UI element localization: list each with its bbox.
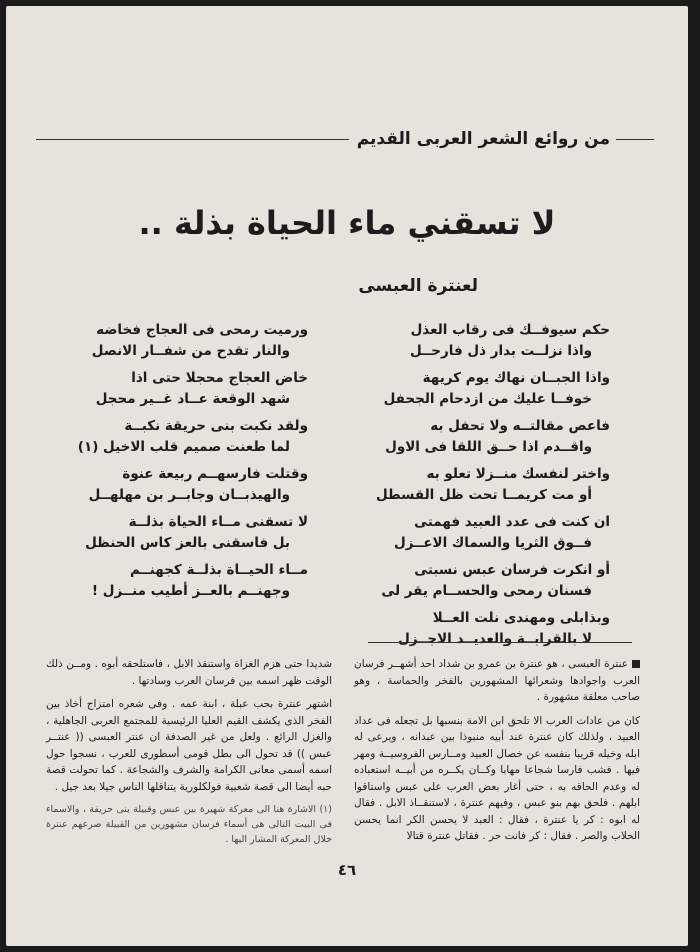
bullet-square-icon bbox=[632, 660, 640, 668]
verse: خاض العجاج محجلا حتى اذا شهد الوقعة عــاد غــير محجل bbox=[95, 370, 308, 407]
verse: وقتلت فارسهــم ربيعة عنوة والهيذبــان وجابــر بن مهلهــل bbox=[88, 466, 308, 503]
verse: واذا الجبــان نهاك يوم كريهة خوفــا عليك من ازدحام الجحفل bbox=[383, 370, 610, 407]
verse: حكم سيوفــك فى رقاب العذل واذا نزلــت بدار ذل فارحــل bbox=[409, 322, 610, 359]
prose-divider bbox=[368, 642, 632, 643]
footnote: (١) الاشارة هنا الى معركة شهيرة بين عبس وقبيلة بنى حريقة ، والاسماء فى البيت التالى هى أسماء فرسان مشهورين من القبيلة صرعهم عنترة خلال المعركة المشار اليها . bbox=[46, 804, 332, 845]
section-title: من روائع الشعر العربى القديم bbox=[356, 129, 610, 149]
header-rule-left bbox=[36, 139, 349, 140]
verse: ورميت رمحى فى العجاج فخاضه والنار تقدح من شفــار الانصل bbox=[91, 322, 308, 359]
verse: ولقد نكبت بنى حريقة نكبــة لما طعنت صميم قلب الاخيل (١) bbox=[77, 418, 308, 455]
prose-paragraph: عنترة العبسى ، هو عنترة بن عمرو بن شداد احد أشهــر فرسان العرب واجوادها وشعرائها المشهورين بالفخر والحماسة ، وهو صاحب معلقة مشهورة . bbox=[354, 658, 640, 703]
verse: ان كنت فى عدد العبيد فهمتى فــوق الثريا والسماك الاعــزل bbox=[393, 514, 610, 551]
verse: فاعص مقالتــه ولا تحفل به واقــدم اذا حــق اللقا فى الاول bbox=[385, 418, 610, 455]
prose-column-left bbox=[46, 656, 332, 847]
prose-paragraph: كان من عادات العرب الا تلحق ابن الامة بنسبها بل تجعله فى عداد العبيد ، ولذلك كان عنترة عند أبيه منبوذا بين عبدانه ، ويرعى له ابله وخيله قريبا بنفسه عن خصال العبيد ومــارس الفروسيــة ومهر فيها . فشب فارسا شجاعا مهابا وكــان يكــره من أبيــه استعباده له وعدم الحاقه به ، حتى أغار بعض العرب على عبس واستاقوا ابلهم . فلحق بهم بنو عبس ، وفيهم عنترة ، لاستنقــاذ الابل . فقال له ابوه : كر يا عنترة ، فقال : العبد لا يحسن الكر انما يحسن الحلاب والصر . فقال : كر فانت حر . فقاتل عنترة قتالا bbox=[354, 714, 640, 842]
verse: وبذابلى ومهندى نلت العــلا لا بالقرابــة والعديــد الاجــزل bbox=[398, 610, 610, 647]
page-number: ٤٦ bbox=[337, 861, 357, 879]
verse: لا تسقنى مــاء الحياة بذلــة بل فاسقنى بالعز كاس الحنظل bbox=[85, 514, 308, 551]
section-header bbox=[36, 124, 654, 154]
magazine-page bbox=[6, 6, 688, 946]
verse: مــاء الحيــاة بذلــة كجهنــم وجهنــم بالعــز أطيب منــزل ! bbox=[91, 562, 308, 599]
poem-author: لعنترة العبسى bbox=[358, 276, 478, 296]
poem-column-left bbox=[38, 320, 308, 602]
poem-column-right bbox=[340, 320, 610, 650]
verse: واختر لنفسك منــزلا تعلو به أو مت كريمــا تحت ظل القسطل bbox=[375, 466, 610, 503]
prose-column-right bbox=[354, 656, 640, 852]
prose-paragraph: اشتهر عنترة بحب عبلة ، ابنة عمه . وفى شعره امتزاج أخاذ بين الفخر الذى يكشف القيم العليا الرئيسية للمجتمع العربى الجاهلية ، والغزل الرائع . ولعل من غير الصدفة ان عنتر العبسى (( عنتــر عبس )) قد تحول الى بطل قومى أسطورى للعرب ، نسجوا حول اسمه أسمى معانى الكرامة والشرف والشجاعة . كما تحولت قصة حبه أيضا الى قصة شعبية فولكلورية يتناقلها الناس جيلا بعد جيل . bbox=[46, 698, 332, 793]
poem-title: لا تسقني ماء الحياة بذلة .. bbox=[138, 204, 556, 242]
header-rule-right bbox=[616, 139, 654, 140]
prose-paragraph: شديدا حتى هزم الغزاة واستنقذ الابل ، فاستلحقه أبوه . ومــن ذلك الوقت ظهر اسمه بين فرسان العرب وسادتها . bbox=[46, 658, 332, 687]
verse: أو انكرت فرسان عبس نسبتى فسنان رمحى والحســام يقر لى bbox=[381, 562, 610, 599]
